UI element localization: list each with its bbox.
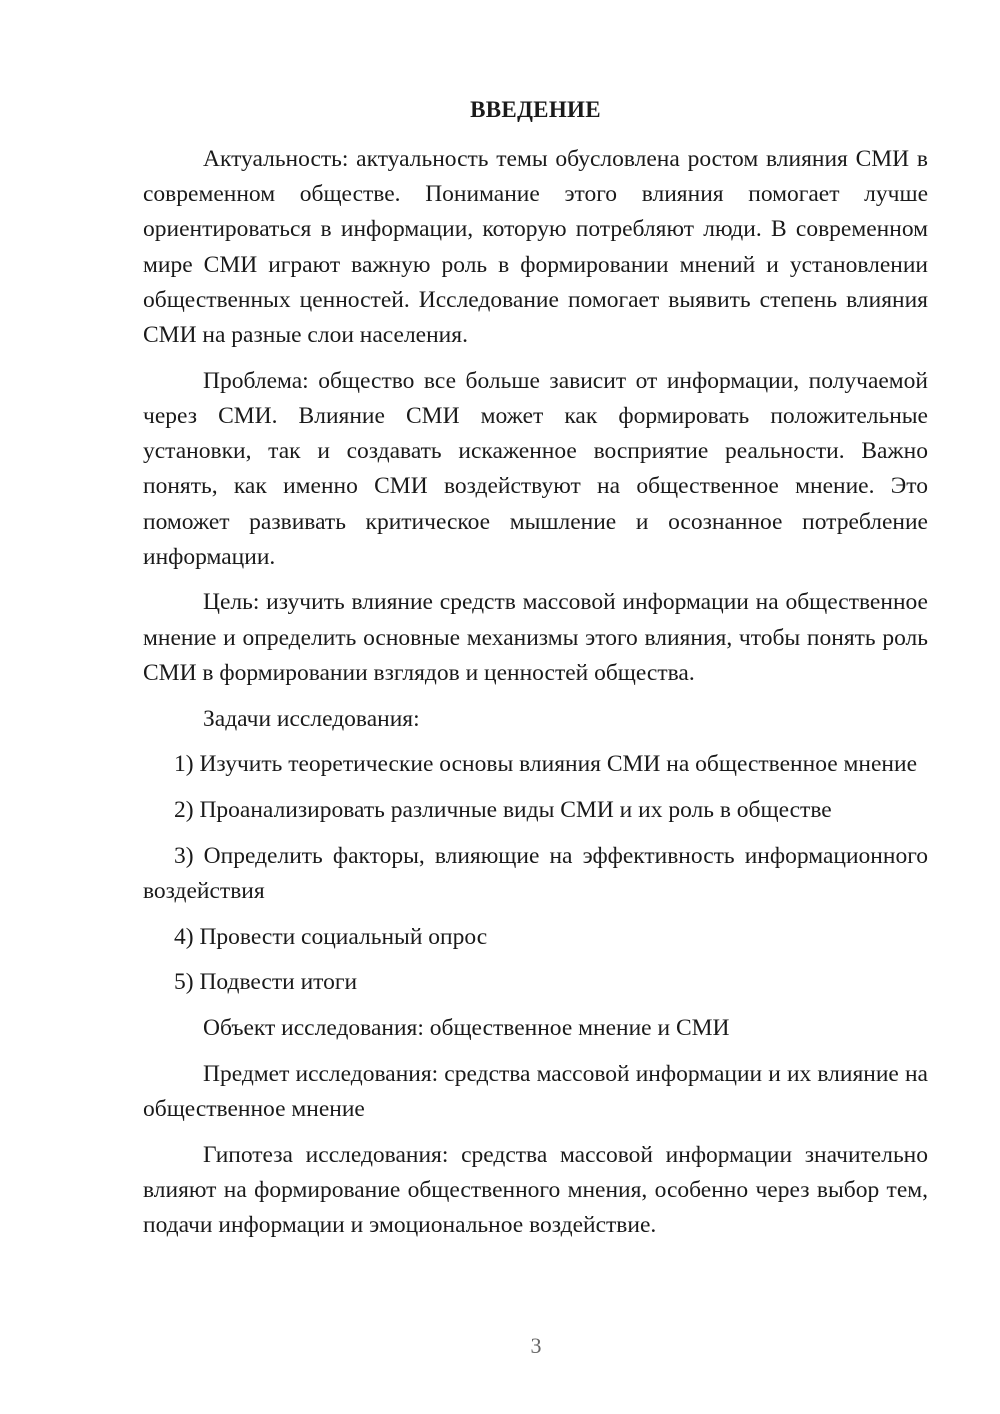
section-heading: ВВЕДЕНИЕ bbox=[470, 97, 601, 122]
task-item-1: 1) Изучить теоретические основы влияния СМИ на общественное мнение bbox=[174, 751, 918, 778]
task-item-5: 5) Подвести итоги bbox=[174, 969, 358, 996]
problem-paragraph: Проблема: общество все больше зависит от информации, получаемой через СМИ. Влияние СМИ может как формировать положительные установки, так и создавать искаженное восприятие реальности. Важно понять, как именно СМИ воздействуют на общественное мнение. Это поможет развивать критическое мышление и осознанное потребление информации. bbox=[143, 367, 928, 570]
relevance-paragraph: Актуальность: актуальность темы обусловлена ростом влияния СМИ в современном обществе. Понимание этого влияния помогает лучше ориентироваться в информации, которую потребляют люди. В современном мире СМИ играют важную роль в формировании мнений и установлении общественных ценностей. Исследование помогает выявить степень влияния СМИ на разные слои населения. bbox=[143, 146, 928, 349]
document-body bbox=[143, 92, 928, 1243]
task-item-3: 3) Определить факторы, влияющие на эффективность информационного воздействия bbox=[143, 842, 928, 904]
page-number: 3 bbox=[530, 1333, 542, 1358]
goal-paragraph: Цель: изучить влияние средств массовой информации на общественное мнение и определить основные механизмы этого влияния, чтобы понять роль СМИ в формировании взглядов и ценностей общества. bbox=[143, 589, 928, 686]
subject-paragraph: Предмет исследования: средства массовой информации и их влияние на общественное мнение bbox=[143, 1060, 928, 1122]
hypothesis-paragraph: Гипотеза исследования: средства массовой информации значительно влияют на формирование общественного мнения, особенно через выбор тем, подачи информации и эмоциональное воздействие. bbox=[143, 1141, 928, 1238]
task-item-4: 4) Провести социальный опрос bbox=[174, 923, 488, 950]
task-item-2: 2) Проанализировать различные виды СМИ и их роль в обществе bbox=[174, 796, 832, 823]
tasks-heading: Задачи исследования: bbox=[203, 705, 420, 732]
object-paragraph: Объект исследования: общественное мнение и СМИ bbox=[203, 1014, 730, 1041]
